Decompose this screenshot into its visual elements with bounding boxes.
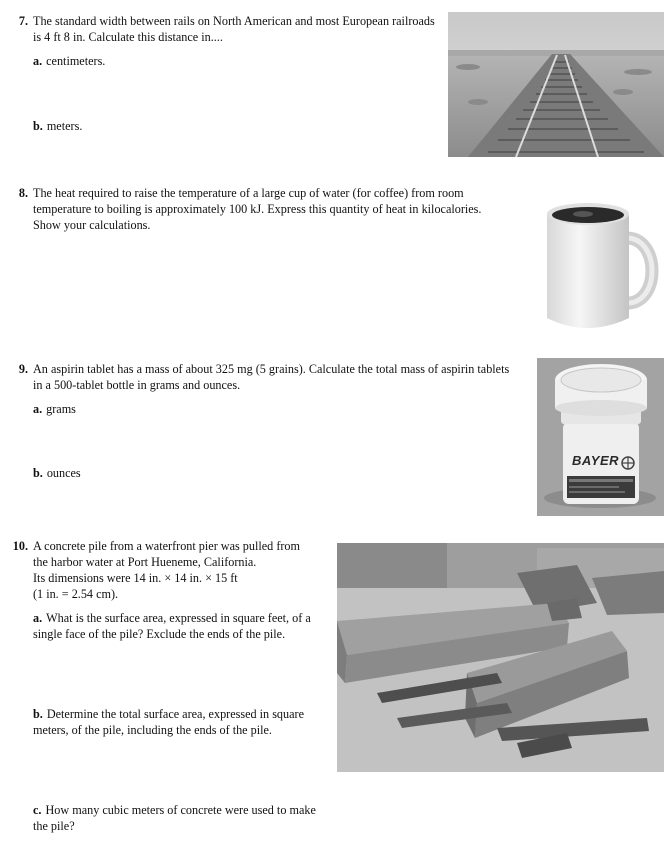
part-b: [33, 118, 333, 134]
intro-line: Its dimensions were 14 in. × 14 in. × 15 ft: [33, 571, 238, 585]
question-number: 10.: [12, 539, 28, 553]
railroad-tracks-photo: [448, 12, 664, 157]
part-text: ounces: [46, 466, 81, 480]
question-text: The standard width between rails on North American and most European railroads is 4 ft 8 in. Calculate this distance in....: [33, 14, 435, 44]
part-text: What is the surface area, expressed in square feet, of a single face of the pile? Exclude the ends of the pile.: [33, 611, 311, 641]
part-text: grams: [46, 402, 76, 416]
part-label: a.: [33, 611, 43, 625]
question-number: 7.: [18, 14, 28, 28]
part-label: a.: [33, 54, 43, 68]
part-label: c.: [33, 803, 42, 817]
intro-line: the harbor water at Port Hueneme, California.: [33, 555, 257, 569]
concrete-pile-photo: [337, 543, 664, 772]
question-number: 8.: [18, 186, 28, 200]
question-text: An aspirin tablet has a mass of about 325 mg (5 grains). Calculate the total mass of aspirin tablets in a 500-tablet bottle in grams and ounces.: [33, 362, 510, 392]
aspirin-bottle-photo: [537, 358, 664, 516]
part-label: b.: [33, 466, 43, 480]
part-b: [33, 465, 333, 481]
part-label: b.: [33, 119, 43, 133]
coffee-mug-photo: [533, 188, 664, 335]
part-label: b.: [33, 707, 43, 721]
part-a: [33, 53, 333, 69]
part-c: [33, 802, 328, 834]
part-a: [33, 401, 333, 417]
part-text: meters.: [46, 119, 83, 133]
part-text: centimeters.: [46, 54, 106, 68]
part-b: [33, 706, 328, 738]
intro-line: A concrete pile from a waterfront pier was pulled from: [33, 539, 301, 553]
part-text: Determine the total surface area, expressed in square meters, of the pile, including the ends of the pile.: [33, 707, 304, 737]
part-a: [33, 610, 328, 642]
question-intro: [33, 538, 333, 602]
part-label: a.: [33, 402, 43, 416]
question-number: 9.: [18, 362, 28, 376]
part-text: How many cubic meters of concrete were used to make the pile?: [33, 803, 316, 833]
bayer-brand-label: BAYER: [572, 453, 620, 468]
intro-line: (1 in. = 2.54 cm).: [33, 587, 119, 601]
question-text: The heat required to raise the temperature of a large cup of water (for coffee) from room temperature to boiling is approximately 100 kJ. Express this quantity of heat in kilocalories. Show your calculations.: [33, 186, 482, 232]
